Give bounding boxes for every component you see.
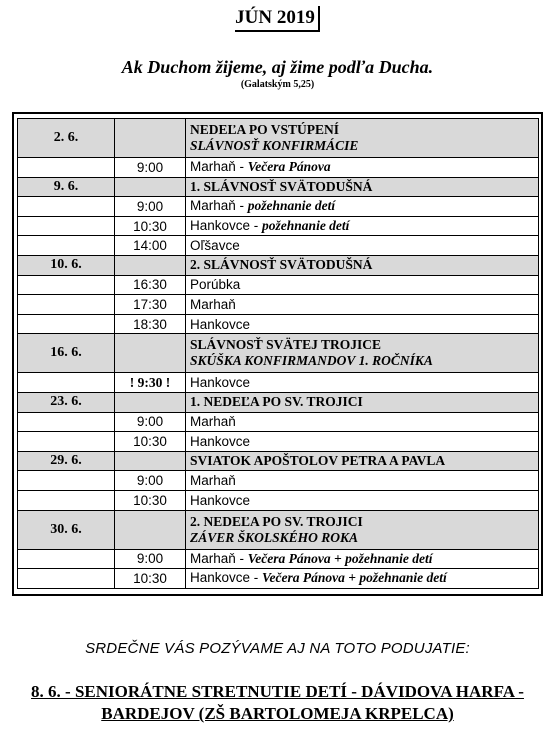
service-title (186, 119, 539, 158)
service-item-row (18, 412, 539, 432)
service-item-row (18, 471, 539, 491)
event-line-1: 8. 6. - SENIORÁTNE STRETNUTIE DETÍ - DÁVIDOVA HARFA - (31, 682, 524, 701)
separator: - (250, 218, 263, 234)
service-item-row (18, 275, 539, 295)
service-item-row (18, 197, 539, 217)
service-place (186, 432, 539, 452)
service-time: 9:00 (115, 471, 186, 491)
service-title-line: NEDEĽA PO VSTÚPENÍ (190, 122, 340, 137)
service-place (186, 471, 539, 491)
event-line-2: BARDEJOV (ZŠ BARTOLOMEJA KRPELCA) (101, 704, 454, 723)
service-time: 9:00 (115, 412, 186, 432)
service-time-empty (115, 392, 186, 412)
item-date-empty (18, 158, 115, 178)
item-date-empty (18, 490, 115, 510)
service-title (186, 255, 539, 275)
service-header-row (18, 451, 539, 471)
separator: - (235, 159, 248, 175)
service-time: 10:30 (115, 432, 186, 452)
item-date-empty (18, 373, 115, 393)
service-date: 23. 6. (18, 392, 115, 412)
service-title (186, 451, 539, 471)
schedule-table (17, 118, 539, 589)
service-time: 17:30 (115, 295, 186, 315)
service-time: 9:00 (115, 549, 186, 569)
service-time-empty (115, 119, 186, 158)
item-date-empty (18, 275, 115, 295)
service-note: Večera Pánova + požehnanie detí (247, 550, 433, 566)
place-name: Marhaň (190, 550, 236, 566)
service-note: Večera Pánova + požehnanie detí (262, 570, 447, 586)
service-time-empty (115, 255, 186, 275)
event-announcement (20, 681, 535, 725)
service-item-row (18, 549, 539, 569)
service-time-empty (115, 177, 186, 197)
service-subtitle: SKÚŠKA KONFIRMANDOV 1. ROČNÍKA (190, 353, 433, 369)
service-time: 14:00 (115, 236, 186, 256)
service-header-row (18, 177, 539, 197)
separator: - (235, 550, 248, 566)
item-date-empty (18, 197, 115, 217)
service-place (186, 158, 539, 178)
service-time-empty (115, 510, 186, 549)
page-title (0, 6, 555, 32)
service-time: 10:30 (115, 569, 186, 589)
service-title-line: SLÁVNOSŤ SVÄTEJ TROJICE (190, 337, 382, 353)
service-title-line: 1. NEDEĽA PO SV. TROJICI (190, 394, 363, 410)
service-date: 10. 6. (18, 255, 115, 275)
place-name: Hankovce (190, 492, 251, 508)
service-title (186, 177, 539, 197)
service-title-line: 2. SLÁVNOSŤ SVÄTODUŠNÁ (190, 257, 373, 273)
service-time: 9:00 (115, 197, 186, 217)
service-subtitle: SLÁVNOSŤ KONFIRMÁCIE (190, 138, 359, 153)
service-item-row (18, 295, 539, 315)
service-header-row (18, 119, 539, 158)
separator: - (235, 198, 248, 214)
service-time: 9:00 (115, 158, 186, 178)
service-time: 10:30 (115, 490, 186, 510)
item-date-empty (18, 569, 115, 589)
service-place (186, 412, 539, 432)
service-item-row (18, 569, 539, 589)
service-item-row (18, 158, 539, 178)
item-date-empty (18, 236, 115, 256)
service-place (186, 490, 539, 510)
service-place (186, 295, 539, 315)
place-name: Hankovce (190, 433, 251, 449)
service-place (186, 236, 539, 256)
service-date: 9. 6. (18, 177, 115, 197)
service-date: 2. 6. (18, 119, 115, 158)
service-place (186, 216, 539, 236)
service-item-row (18, 490, 539, 510)
service-time: 10:30 (115, 216, 186, 236)
service-header-row (18, 255, 539, 275)
service-place (186, 197, 539, 217)
service-time: 18:30 (115, 314, 186, 334)
service-place (186, 275, 539, 295)
service-header-row (18, 510, 539, 549)
service-title (186, 510, 539, 549)
service-place (186, 373, 539, 393)
place-name: Hankovce (190, 218, 251, 234)
service-item-row (18, 216, 539, 236)
item-date-empty (18, 471, 115, 491)
service-title-line: SVIATOK APOŠTOLOV PETRA A PAVLA (190, 453, 446, 469)
item-date-empty (18, 432, 115, 452)
service-item-row (18, 432, 539, 452)
place-name: Marhaň (190, 296, 236, 312)
service-header-row (18, 334, 539, 373)
place-name: Hankovce (190, 375, 251, 391)
separator: - (250, 570, 263, 586)
place-name: Oľšavce (190, 238, 240, 254)
service-title-line: 1. SLÁVNOSŤ SVÄTODUŠNÁ (190, 178, 373, 194)
service-title-line: 2. NEDEĽA PO SV. TROJICI (190, 513, 363, 529)
item-date-empty (18, 216, 115, 236)
service-title (186, 334, 539, 373)
item-date-empty (18, 549, 115, 569)
title-text: JÚN 2019 (235, 6, 320, 32)
service-item-row (18, 314, 539, 334)
place-name: Porúbka (190, 277, 241, 293)
service-note: požehnanie detí (247, 198, 336, 214)
service-place (186, 549, 539, 569)
place-name: Marhaň (190, 414, 236, 430)
item-date-empty (18, 314, 115, 334)
service-item-row (18, 373, 539, 393)
bible-reference: (Galatským 5,25) (240, 79, 315, 90)
service-date: 16. 6. (18, 334, 115, 373)
service-time-empty (115, 451, 186, 471)
service-note: Večera Pánova (247, 159, 331, 175)
service-title (186, 392, 539, 412)
service-time-empty (115, 334, 186, 373)
service-place (186, 314, 539, 334)
place-name: Marhaň (190, 159, 236, 175)
service-item-row (18, 236, 539, 256)
service-subtitle: ZÁVER ŠKOLSKÉHO ROKA (190, 529, 359, 545)
service-date: 30. 6. (18, 510, 115, 549)
item-date-empty (18, 412, 115, 432)
service-place (186, 569, 539, 589)
invitation-text: SRDEČNE VÁS POZÝVAME AJ NA TOTO PODUJATIE: (85, 640, 470, 657)
place-name: Hankovce (190, 570, 251, 586)
place-name: Hankovce (190, 316, 251, 332)
item-date-empty (18, 295, 115, 315)
service-date: 29. 6. (18, 451, 115, 471)
service-note: požehnanie detí (262, 218, 350, 234)
place-name: Marhaň (190, 198, 236, 214)
service-time: ! 9:30 ! (115, 373, 186, 393)
service-time: 16:30 (115, 275, 186, 295)
motto: Ak Duchom žijeme, aj žime podľa Ducha. (121, 57, 434, 77)
place-name: Marhaň (190, 473, 236, 489)
service-header-row (18, 392, 539, 412)
